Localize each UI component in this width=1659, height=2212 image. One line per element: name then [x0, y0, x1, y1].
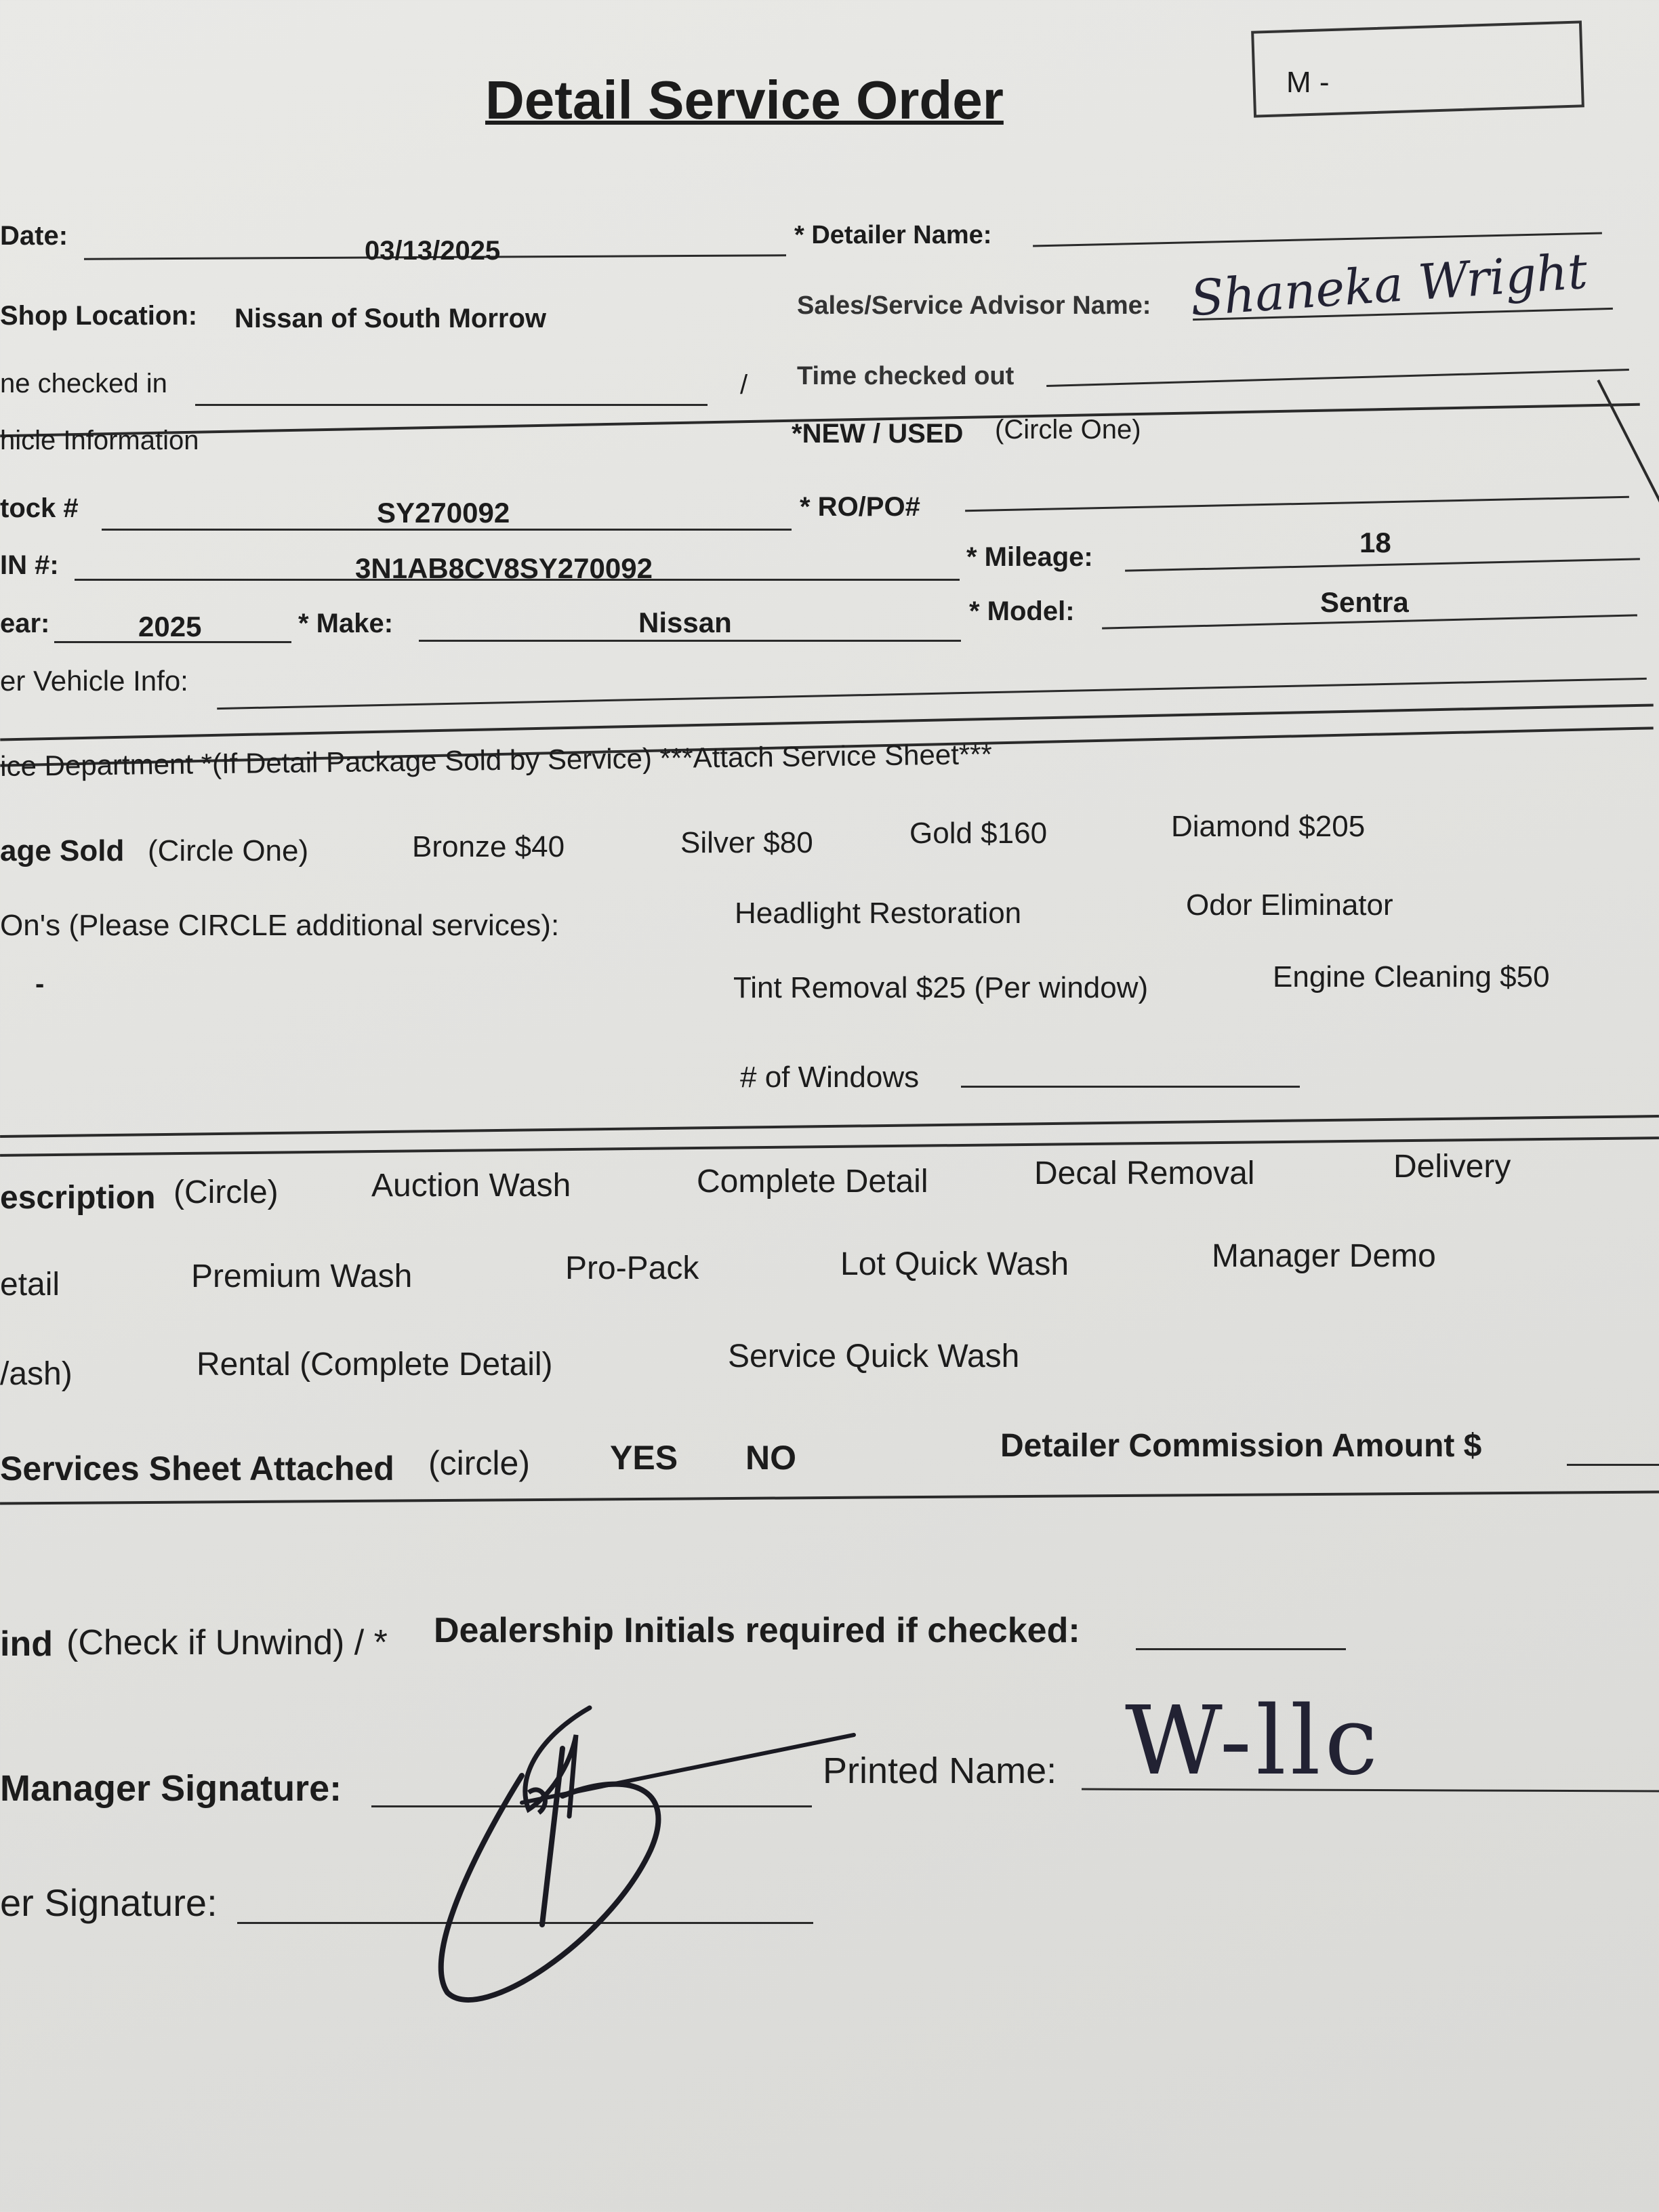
date-value[interactable]: 03/13/2025: [365, 236, 501, 266]
form-title: Detail Service Order: [485, 70, 1004, 130]
package-gold[interactable]: Gold $160: [909, 817, 1048, 850]
stock-line: [102, 529, 792, 531]
windows-label: # of Windows: [740, 1061, 920, 1094]
checked-in-line[interactable]: [195, 404, 708, 406]
windows-line[interactable]: [961, 1086, 1300, 1088]
checked-out-label: Time checked out: [797, 362, 1015, 390]
printed-name-handwritten[interactable]: W-llc: [1125, 1686, 1382, 1797]
addon-odor[interactable]: Odor Eliminator: [1186, 888, 1393, 922]
model-label: * Model:: [969, 596, 1075, 626]
make-value[interactable]: Nissan: [638, 607, 732, 638]
new-used-hint: (Circle One): [995, 415, 1141, 445]
commission-line[interactable]: [1567, 1464, 1659, 1466]
advisor-handwritten-name[interactable]: Shaneka Wright: [1188, 242, 1589, 327]
shop-label: Shop Location:: [0, 301, 198, 331]
desc-pro-pack[interactable]: Pro-Pack: [565, 1250, 699, 1286]
other-signature-label: er Signature:: [0, 1881, 218, 1924]
unwind-hint: (Check if Unwind) / *: [66, 1623, 388, 1662]
sheet-attached-label: Services Sheet Attached: [0, 1450, 394, 1488]
new-used-label[interactable]: *NEW / USED: [792, 419, 964, 449]
addon-dash: -: [35, 969, 45, 999]
vin-label: IN #:: [0, 550, 59, 580]
addons-label: On's (Please CIRCLE additional services):: [0, 909, 560, 942]
right-box-edge: [1597, 380, 1659, 755]
description-label: escription: [0, 1180, 156, 1216]
desc-row3-lead[interactable]: /ash): [0, 1356, 73, 1392]
order-number-label: M -: [1286, 66, 1330, 99]
section-divider-4: [0, 1115, 1659, 1138]
package-hint: (Circle One): [148, 834, 309, 867]
year-value[interactable]: 2025: [138, 611, 202, 642]
make-label: * Make:: [298, 609, 394, 638]
desc-service-quick-wash[interactable]: Service Quick Wash: [728, 1338, 1020, 1374]
checked-out-line[interactable]: [1046, 369, 1629, 387]
manager-signature-scribble: [407, 1694, 881, 2020]
stock-value[interactable]: SY270092: [377, 497, 510, 529]
unwind-initials-label: Dealership Initials required if checked:: [434, 1611, 1080, 1650]
stock-label: tock #: [0, 493, 79, 523]
detailer-label: * Detailer Name:: [794, 221, 992, 249]
other-info-line[interactable]: [217, 678, 1647, 710]
description-hint: (Circle): [173, 1174, 279, 1210]
mileage-label: * Mileage:: [966, 542, 1093, 572]
checked-slash: /: [740, 370, 748, 400]
sheet-no[interactable]: NO: [745, 1439, 796, 1477]
unwind-label: ind: [0, 1624, 53, 1664]
year-label: ear:: [0, 609, 50, 638]
ro-label: * RO/PO#: [800, 492, 920, 522]
detailer-line[interactable]: [1033, 232, 1602, 247]
other-info-label: er Vehicle Info:: [0, 665, 188, 697]
service-heading: ice Department *(If Detail Package Sold by Service) ***Attach Service Sheet***: [0, 738, 993, 782]
desc-row2-lead[interactable]: etail: [0, 1267, 60, 1303]
desc-auction-wash[interactable]: Auction Wash: [371, 1168, 571, 1204]
addon-tint[interactable]: Tint Removal $25 (Per window): [733, 971, 1149, 1004]
mileage-line: [1125, 558, 1640, 571]
printed-name-label: Printed Name:: [823, 1750, 1057, 1791]
model-value[interactable]: Sentra: [1320, 586, 1409, 618]
section-divider-2: [0, 703, 1654, 741]
package-bronze[interactable]: Bronze $40: [412, 830, 565, 863]
section-divider-6: [0, 1490, 1659, 1504]
date-label: Date:: [0, 221, 68, 251]
desc-rental[interactable]: Rental (Complete Detail): [197, 1347, 553, 1382]
package-silver[interactable]: Silver $80: [680, 826, 813, 859]
desc-delivery[interactable]: Delivery: [1393, 1149, 1511, 1185]
make-line: [419, 640, 961, 642]
desc-complete-detail[interactable]: Complete Detail: [697, 1164, 928, 1200]
addon-headlight[interactable]: Headlight Restoration: [735, 897, 1022, 930]
vehicle-info-label: hicle Information: [0, 426, 199, 455]
addon-engine[interactable]: Engine Cleaning $50: [1273, 960, 1550, 994]
unwind-initials-line[interactable]: [1136, 1648, 1346, 1650]
desc-decal-removal[interactable]: Decal Removal: [1034, 1155, 1255, 1191]
package-label: age Sold: [0, 834, 125, 867]
checked-in-label: ne checked in: [0, 369, 167, 398]
commission-label: Detailer Commission Amount $: [1000, 1428, 1482, 1464]
desc-premium-wash[interactable]: Premium Wash: [191, 1258, 413, 1294]
vin-value[interactable]: 3N1AB8CV8SY270092: [355, 552, 653, 584]
ro-line[interactable]: [965, 496, 1629, 512]
shop-value[interactable]: Nissan of South Morrow: [234, 304, 546, 333]
desc-manager-demo[interactable]: Manager Demo: [1212, 1238, 1436, 1274]
sheet-yes[interactable]: YES: [610, 1439, 678, 1477]
manager-signature-label: Manager Signature:: [0, 1768, 342, 1809]
advisor-label: Sales/Service Advisor Name:: [797, 291, 1151, 320]
sheet-attached-hint: (circle): [428, 1444, 530, 1482]
mileage-value[interactable]: 18: [1359, 527, 1391, 558]
desc-lot-quick-wash[interactable]: Lot Quick Wash: [840, 1246, 1069, 1282]
package-diamond[interactable]: Diamond $205: [1171, 810, 1366, 843]
